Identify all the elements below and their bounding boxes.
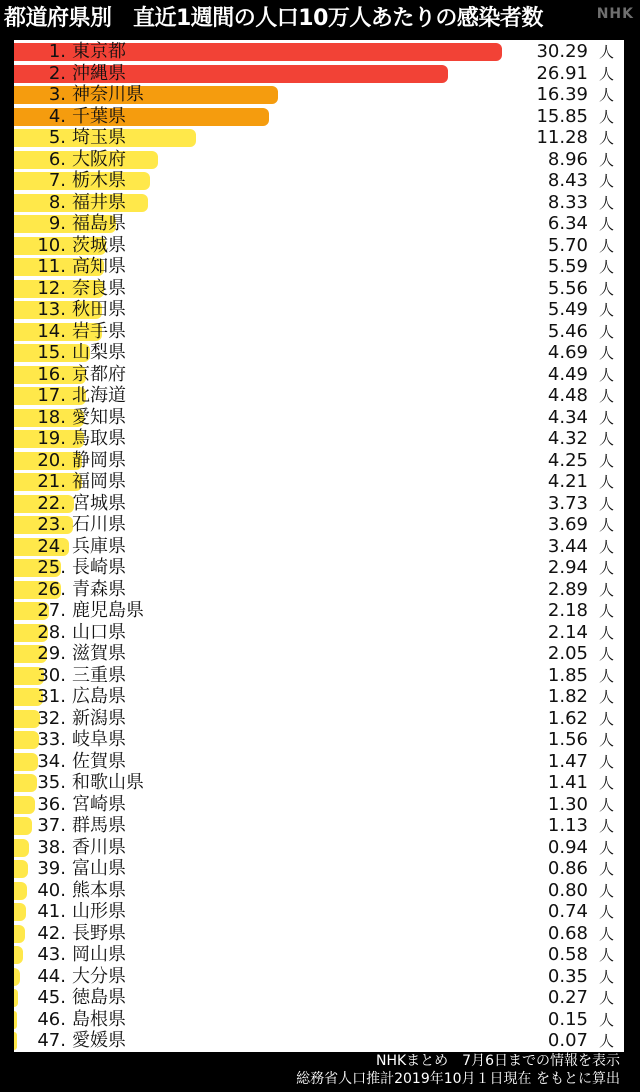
rank-label: 35.	[37, 772, 66, 793]
prefecture-label: 岐阜県	[72, 729, 126, 750]
prefecture-label: 兵庫県	[72, 535, 126, 557]
prefecture-label: 三重県	[72, 664, 126, 686]
value-label: 5.56	[547, 277, 588, 299]
rank-label: 10.	[37, 234, 66, 256]
unit-label: 人	[598, 537, 614, 556]
unit-label: 人	[598, 709, 614, 728]
prefecture-label: 東京都	[72, 41, 126, 62]
chart-row	[14, 106, 624, 128]
rank-label: 36.	[37, 793, 66, 815]
chart-row	[14, 944, 624, 966]
rank-label: 18.	[37, 406, 66, 428]
prefecture-label: 愛知県	[72, 406, 126, 428]
value-label: 5.46	[547, 320, 588, 342]
prefecture-label: 鹿児島県	[72, 600, 144, 621]
prefecture-label: 山梨県	[72, 342, 126, 363]
rank-label: 13.	[37, 299, 66, 320]
rank-label: 40.	[37, 879, 66, 901]
unit-label: 人	[598, 64, 614, 83]
rank-label: 3.	[48, 84, 66, 105]
chart-row	[14, 815, 624, 837]
prefecture-label: 千葉県	[72, 105, 126, 127]
chart-row	[14, 407, 624, 429]
value-label: 1.13	[547, 815, 588, 836]
chart-row	[14, 84, 624, 106]
rank-label: 9.	[48, 213, 66, 234]
prefecture-label: 青森県	[72, 578, 126, 600]
value-label: 0.68	[547, 922, 588, 944]
value-label: 8.96	[547, 148, 588, 170]
unit-label: 人	[598, 408, 614, 427]
unit-label: 人	[598, 172, 614, 190]
rank-label: 32.	[37, 707, 66, 729]
rank-label: 21.	[37, 471, 66, 492]
prefecture-label: 沖縄県	[72, 62, 126, 84]
rank-label: 34.	[37, 750, 66, 772]
value-label: 4.69	[547, 342, 588, 363]
unit-label: 人	[598, 881, 614, 900]
prefecture-label: 静岡県	[72, 449, 126, 471]
rank-label: 33.	[37, 729, 66, 750]
prefecture-label: 広島県	[72, 686, 126, 707]
rank-label: 24.	[37, 535, 66, 557]
unit-label: 人	[598, 924, 614, 943]
unit-label: 人	[598, 279, 614, 298]
prefecture-label: 山形県	[72, 901, 126, 922]
value-label: 0.80	[547, 879, 588, 901]
unit-label: 人	[598, 86, 614, 104]
rank-label: 20.	[37, 449, 66, 471]
rank-label: 45.	[37, 987, 66, 1008]
prefecture-label: 福岡県	[72, 471, 126, 492]
prefecture-label: 長崎県	[72, 557, 126, 578]
value-label: 0.58	[547, 944, 588, 965]
prefecture-label: 徳島県	[72, 987, 126, 1008]
chart-title: 都道府県別 直近1週間の人口10万人あたりの感染者数	[4, 6, 543, 31]
value-label: 1.47	[547, 750, 588, 772]
prefecture-label: 高知県	[72, 256, 126, 277]
value-label: 2.94	[547, 557, 588, 578]
chart-row	[14, 729, 624, 751]
value-label: 0.27	[547, 987, 588, 1008]
chart-row	[14, 1009, 624, 1031]
prefecture-label: 長野県	[72, 922, 126, 944]
rank-label: 47.	[37, 1030, 66, 1051]
chart-row	[14, 170, 624, 192]
unit-label: 人	[598, 731, 614, 749]
unit-label: 人	[598, 301, 614, 319]
rank-label: 44.	[37, 965, 66, 987]
value-label: 16.39	[536, 84, 588, 105]
prefecture-label: 愛媛県	[72, 1030, 126, 1051]
value-label: 3.69	[547, 514, 588, 535]
nhk-logo: NHK	[596, 6, 634, 22]
rank-label: 37.	[37, 815, 66, 836]
chart-row	[14, 1030, 624, 1052]
prefecture-label: 北海道	[72, 385, 126, 406]
prefecture-label: 京都府	[72, 363, 126, 385]
rank-label: 2.	[48, 62, 66, 84]
unit-label: 人	[598, 752, 614, 771]
unit-label: 人	[598, 236, 614, 255]
unit-label: 人	[598, 645, 614, 663]
value-label: 11.28	[536, 127, 588, 148]
rank-label: 6.	[48, 148, 66, 170]
chart-row	[14, 557, 624, 579]
value-label: 1.41	[547, 772, 588, 793]
prefecture-label: 福井県	[72, 191, 126, 213]
unit-label: 人	[598, 774, 614, 792]
rank-label: 12.	[37, 277, 66, 299]
unit-label: 人	[598, 516, 614, 534]
unit-label: 人	[598, 258, 614, 276]
prefecture-label: 栃木県	[72, 170, 126, 191]
prefecture-label: 奈良県	[72, 277, 126, 299]
value-label: 2.18	[547, 600, 588, 621]
value-label: 0.86	[547, 858, 588, 879]
chart-row	[14, 772, 624, 794]
value-label: 4.49	[547, 363, 588, 385]
chart-row	[14, 192, 624, 214]
chart-row	[14, 41, 624, 63]
chart-row	[14, 385, 624, 407]
unit-label: 人	[598, 193, 614, 212]
unit-label: 人	[598, 107, 614, 126]
chart-row	[14, 751, 624, 773]
rank-label: 42.	[37, 922, 66, 944]
unit-label: 人	[598, 494, 614, 513]
rank-label: 43.	[37, 944, 66, 965]
prefecture-label: 香川県	[72, 836, 126, 858]
value-label: 5.59	[547, 256, 588, 277]
rank-label: 17.	[37, 385, 66, 406]
rank-label: 7.	[48, 170, 66, 191]
rank-label: 23.	[37, 514, 66, 535]
chart-row	[14, 450, 624, 472]
unit-label: 人	[598, 322, 614, 341]
chart-row	[14, 63, 624, 85]
value-label: 2.14	[547, 621, 588, 643]
prefecture-label: 宮崎県	[72, 793, 126, 815]
prefecture-label: 岩手県	[72, 320, 126, 342]
rank-label: 41.	[37, 901, 66, 922]
value-label: 1.56	[547, 729, 588, 750]
rank-label: 19.	[37, 428, 66, 449]
footnote	[20, 1052, 620, 1088]
unit-label: 人	[598, 473, 614, 491]
value-label: 8.43	[547, 170, 588, 191]
value-label: 0.15	[547, 1008, 588, 1030]
value-label: 4.48	[547, 385, 588, 406]
chart-row	[14, 837, 624, 859]
prefecture-label: 宮城県	[72, 492, 126, 514]
prefecture-label: 岡山県	[72, 944, 126, 965]
value-label: 1.62	[547, 707, 588, 729]
unit-label: 人	[598, 387, 614, 405]
unit-label: 人	[598, 1010, 614, 1029]
footnote-line-2: 総務省人口推計2019年10月１日現在 をもとに算出	[296, 1071, 620, 1087]
value-label: 4.34	[547, 406, 588, 428]
unit-label: 人	[598, 989, 614, 1007]
unit-label: 人	[598, 623, 614, 642]
rank-label: 15.	[37, 342, 66, 363]
chart-row	[14, 127, 624, 149]
prefecture-label: 熊本県	[72, 879, 126, 901]
rank-label: 14.	[37, 320, 66, 342]
value-label: 0.74	[547, 901, 588, 922]
prefecture-label: 福島県	[72, 213, 126, 234]
prefecture-label: 和歌山県	[72, 772, 144, 793]
value-label: 1.82	[547, 686, 588, 707]
chart-row	[14, 901, 624, 923]
chart-row	[14, 428, 624, 450]
rank-label: 27.	[37, 600, 66, 621]
unit-label: 人	[598, 580, 614, 599]
unit-label: 人	[598, 903, 614, 921]
value-label: 0.35	[547, 965, 588, 987]
prefecture-label: 新潟県	[72, 707, 126, 729]
unit-label: 人	[598, 365, 614, 384]
chart-row	[14, 493, 624, 515]
value-label: 15.85	[536, 105, 588, 127]
rank-label: 25.	[37, 557, 66, 578]
unit-label: 人	[598, 602, 614, 620]
chart-row	[14, 514, 624, 536]
bar-chart-panel	[14, 40, 624, 1052]
value-label: 4.32	[547, 428, 588, 449]
rank-label: 5.	[48, 127, 66, 148]
rank-label: 22.	[37, 492, 66, 514]
chart-row	[14, 966, 624, 988]
rank-label: 30.	[37, 664, 66, 686]
prefecture-label: 神奈川県	[72, 84, 144, 105]
prefecture-label: 大分県	[72, 965, 126, 987]
chart-row	[14, 622, 624, 644]
rank-label: 38.	[37, 836, 66, 858]
rank-label: 29.	[37, 643, 66, 664]
prefecture-label: 富山県	[72, 858, 126, 879]
chart-row	[14, 213, 624, 235]
unit-label: 人	[598, 946, 614, 964]
rank-label: 4.	[48, 105, 66, 127]
chart-row	[14, 256, 624, 278]
value-label: 8.33	[547, 191, 588, 213]
chart-row	[14, 471, 624, 493]
unit-label: 人	[598, 817, 614, 835]
unit-label: 人	[598, 666, 614, 685]
prefecture-label: 山口県	[72, 621, 126, 643]
prefecture-label: 茨城県	[72, 234, 126, 256]
unit-label: 人	[598, 150, 614, 169]
value-label: 5.49	[547, 299, 588, 320]
prefecture-label: 群馬県	[72, 815, 126, 836]
prefecture-label: 大阪府	[72, 148, 126, 170]
prefecture-label: 佐賀県	[72, 750, 126, 772]
chart-row	[14, 342, 624, 364]
rank-label: 11.	[37, 256, 66, 277]
chart-row	[14, 923, 624, 945]
chart-row	[14, 321, 624, 343]
prefecture-label: 滋賀県	[72, 643, 126, 664]
chart-row	[14, 235, 624, 257]
chart-row	[14, 600, 624, 622]
prefecture-label: 石川県	[72, 514, 126, 535]
chart-row	[14, 665, 624, 687]
unit-label: 人	[598, 129, 614, 147]
chart-row	[14, 364, 624, 386]
chart-row	[14, 299, 624, 321]
value-label: 2.05	[547, 643, 588, 664]
footnote-line-1: NHKまとめ 7月6日までの情報を表示	[376, 1053, 620, 1069]
chart-row	[14, 579, 624, 601]
unit-label: 人	[598, 215, 614, 233]
rank-label: 26.	[37, 578, 66, 600]
prefecture-label: 秋田県	[72, 299, 126, 320]
unit-label: 人	[598, 860, 614, 878]
value-label: 6.34	[547, 213, 588, 234]
unit-label: 人	[598, 795, 614, 814]
unit-label: 人	[598, 688, 614, 706]
rank-label: 28.	[37, 621, 66, 643]
chart-row	[14, 987, 624, 1009]
value-label: 1.30	[547, 793, 588, 815]
chart-row	[14, 643, 624, 665]
value-label: 5.70	[547, 234, 588, 256]
chart-row	[14, 708, 624, 730]
value-label: 2.89	[547, 578, 588, 600]
value-label: 0.94	[547, 836, 588, 858]
chart-row	[14, 880, 624, 902]
rank-label: 46.	[37, 1008, 66, 1030]
chart-row	[14, 686, 624, 708]
value-label: 26.91	[536, 62, 588, 84]
unit-label: 人	[598, 559, 614, 577]
value-label: 4.25	[547, 449, 588, 471]
value-label: 3.44	[547, 535, 588, 557]
unit-label: 人	[598, 838, 614, 857]
value-label: 30.29	[536, 41, 588, 62]
chart-row	[14, 278, 624, 300]
value-label: 4.21	[547, 471, 588, 492]
rank-label: 16.	[37, 363, 66, 385]
prefecture-label: 埼玉県	[72, 127, 126, 148]
unit-label: 人	[598, 430, 614, 448]
chart-row	[14, 794, 624, 816]
rank-label: 8.	[48, 191, 66, 213]
rank-label: 31.	[37, 686, 66, 707]
unit-label: 人	[598, 967, 614, 986]
value-label: 1.85	[547, 664, 588, 686]
rank-label: 39.	[37, 858, 66, 879]
unit-label: 人	[598, 1032, 614, 1050]
rank-label: 1.	[48, 41, 66, 62]
chart-row	[14, 858, 624, 880]
chart-row	[14, 149, 624, 171]
unit-label: 人	[598, 451, 614, 470]
unit-label: 人	[598, 344, 614, 362]
prefecture-label: 島根県	[72, 1008, 126, 1030]
value-label: 3.73	[547, 492, 588, 514]
unit-label: 人	[598, 43, 614, 61]
value-label: 0.07	[547, 1030, 588, 1051]
prefecture-label: 鳥取県	[72, 428, 126, 449]
chart-row	[14, 536, 624, 558]
